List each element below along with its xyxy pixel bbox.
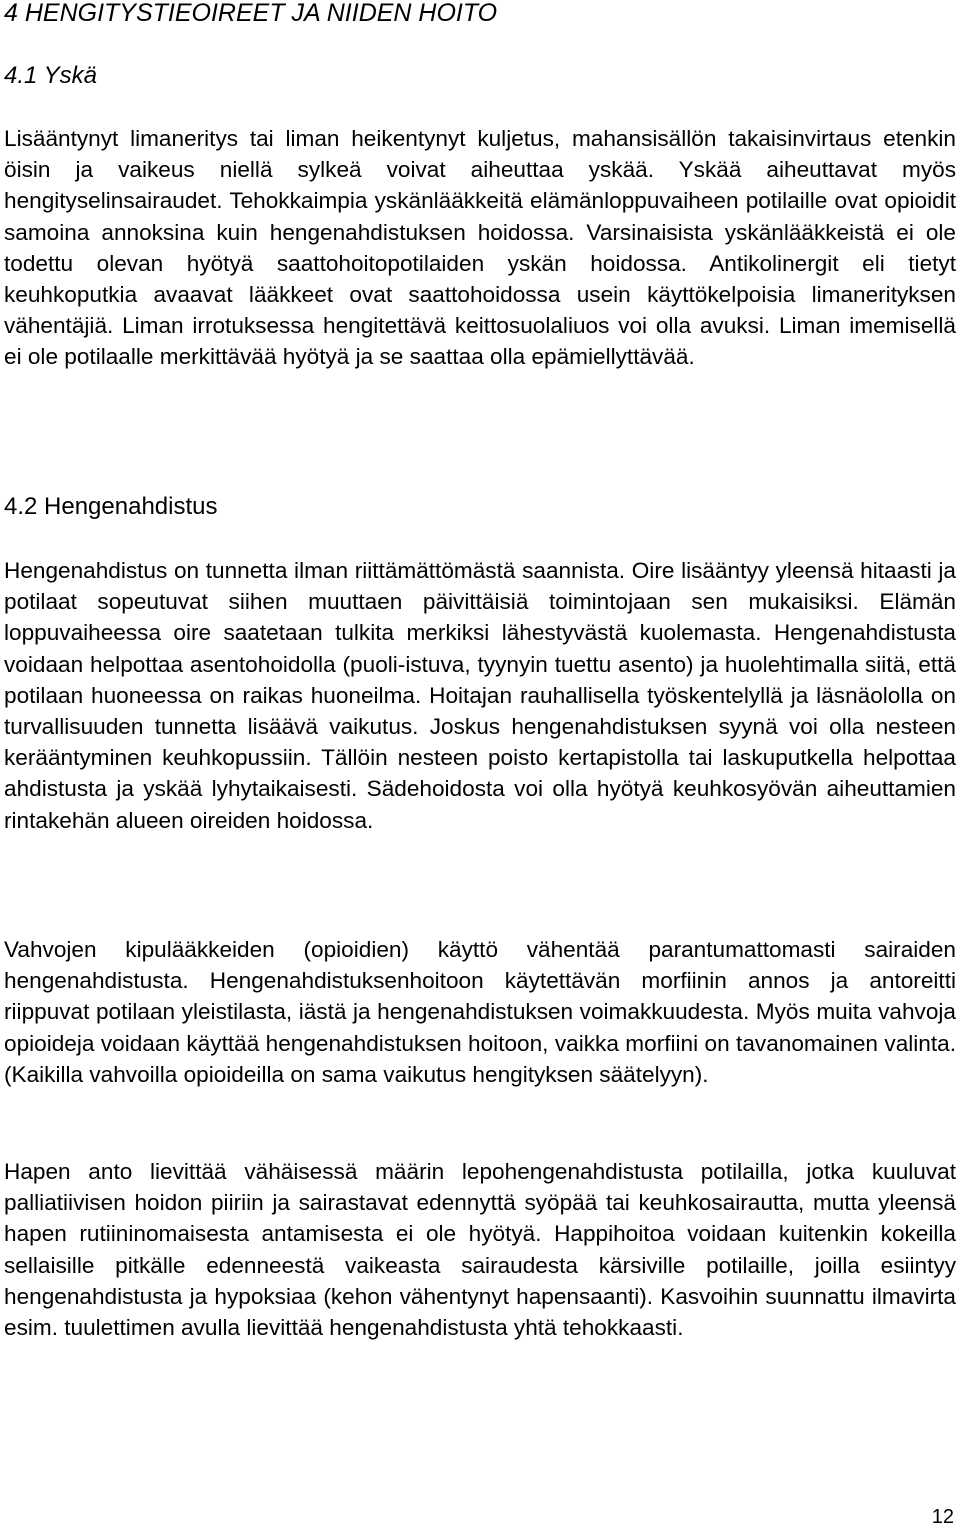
section-heading-yska: 4.1 Yskä (4, 62, 97, 89)
paragraph-hengenahdistus-2: Vahvojen kipulääkkeiden (opioidien) käyttö vähentää parantumattomasti sairaiden hengenahdistusta. Hengenahdistuksenhoitoon käytettävän morfiinin annos ja antoreitti riippuvat potilaan yleistilasta, iästä ja hengenahdistuksen voimakkuudesta. Myös muita vahvoja opioideja voidaan käyttää hengenahdistuksen hoitoon, vaikka morfiini on tavanomainen valinta. (Kaikilla vahvoilla opioideilla on sama vaikutus hengityksen säätelyyn). (4, 937, 956, 1087)
chapter-title: 4 HENGITYSTIEOIREET JA NIIDEN HOITO (4, 0, 498, 27)
paragraph-yska: Lisääntynyt limaneritys tai liman heikentynyt kuljetus, mahansisällön takaisinvirtaus etenkin öisin ja vaikeus niellä sylkeä voivat aiheuttaa yskää. Yskää aiheuttavat myös hengityselinsairaudet. Tehokkaimpia yskänlääkkeitä elämänloppuvaiheen potilaille ovat opioidit samoina annoksina kuin hengenahdistuksen hoidossa. Varsinaisista yskänlääkkeistä ei ole todettu olevan hyötyä saattohoitopotilaiden yskän hoidossa. Antikolinergit eli tietyt keuhkoputkia avaavat lääkkeet ovat saattohoidossa usein käyttökelpoisia limanerityksen vähentäjiä. Liman irrotuksessa hengitettävä keittosuolaliuos voi olla avuksi. Liman imemisellä ei ole potilaalle merkittävää hyötyä ja se saattaa olla epämiellyttävää. (4, 126, 956, 370)
paragraph-hengenahdistus-1: Hengenahdistus on tunnetta ilman riittämättömästä saannista. Oire lisääntyy yleensä hitaasti ja potilaat sopeutuvat siihen muuttaen päivittäisiä toimintojaan sen mukaisiksi. Elämän loppuvaiheessa oire saatetaan tulkita merkiksi lähestyvästä kuolemasta. Hengenahdistusta voidaan helpottaa asentohoidolla (puoli-istuva, tyynyin tuettu asento) ja huolehtimalla siitä, että potilaan huoneessa on raikas huoneilma. Hoitajan rauhallisella työskentelyllä ja läsnäololla on turvallisuuden tunnetta lisäävä vaikutus. Joskus hengenahdistuksen syynä voi olla nesteen kerääntyminen keuhkopussiin. Tällöin nesteen poisto kertapistolla tai laskuputkella helpottaa ahdistusta ja yskää lyhytaikaisesti. Sädehoidosta voi olla hyötyä keuhkosyövän aiheuttamien rintakehän alueen oireiden hoidossa. (4, 558, 956, 833)
page-number: 12 (931, 1506, 954, 1528)
section-heading-hengenahdistus: 4.2 Hengenahdistus (4, 493, 218, 520)
paragraph-hengenahdistus-3: Hapen anto lievittää vähäisessä määrin lepohengenahdistusta potilailla, jotka kuuluvat palliatiivisen hoidon piiriin ja sairastavat edennyttä syöpää tai keuhkosairautta, mutta yleensä hapen rutiininomaisesta antamisesta ei ole hyötyä. Happihoitoa voidaan kuitenkin kokeilla sellaisille pitkälle edenneestä vaikeasta sairaudesta kärsiville potilaille, joilla esiintyy hengenahdistusta ja hypoksiaa (kehon vähentynyt hapensaanti). Kasvoihin suunnattu ilmavirta esim. tuulettimen avulla lievittää hengenahdistusta yhtä tehokkaasti. (4, 1159, 956, 1341)
